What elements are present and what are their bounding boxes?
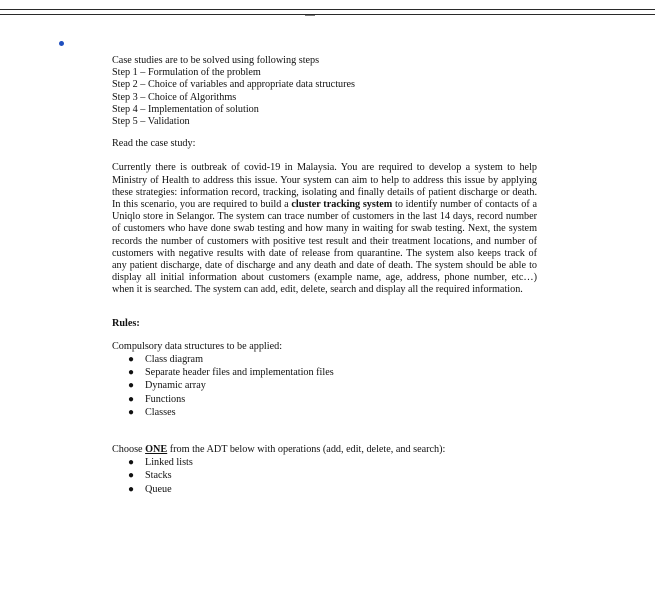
bullet-icon: ● xyxy=(128,380,135,392)
case-study-text-2: to identify number of contacts of a Uniqlo store in Selangor. The system can trace number of customers in the last 14 days, record number of customers who have done swab testing and how many in waiting for swab testing. Next, the system records the number of customers with positive test result and their treatment locations, and number of customers with negative results with date of release from quarantine. The system also keeps track of any patient discharge, date of discharge and any death and date of death. The system should be able to display all initial information about customers (example name, age, address, phone number, etc…) when it is searched. The system can add, edit, delete, search and display all the required information. xyxy=(112,199,537,296)
list-item: ● Dynamic array xyxy=(128,380,206,392)
step-item: Step 1 – Formulation of the problem xyxy=(112,67,261,79)
step-item: Step 3 – Choice of Algorithms xyxy=(112,91,237,103)
header-rule-mark xyxy=(305,15,315,16)
adt-list xyxy=(112,456,537,496)
header-rule-bottom xyxy=(0,14,655,15)
steps-intro: Case studies are to be solved using following steps xyxy=(112,55,320,66)
data-structures-list xyxy=(112,353,537,419)
bullet-icon: ● xyxy=(128,393,135,405)
case-study-paragraph xyxy=(112,162,537,296)
list-item: ● Functions xyxy=(128,393,186,405)
bullet-icon: ● xyxy=(128,367,135,379)
bullet-icon: ● xyxy=(128,354,135,366)
bullet-icon: ● xyxy=(128,470,135,482)
steps-block xyxy=(112,55,537,128)
list-item: ● Classes xyxy=(128,406,176,418)
list-item: ● Separate header files and implementation files xyxy=(128,367,334,379)
step-item: Step 2 – Choice of variables and appropriate data structures xyxy=(112,79,356,91)
list-bullet-icon xyxy=(59,41,64,46)
header-rule-top xyxy=(0,9,655,10)
step-item: Step 4 – Implementation of solution xyxy=(112,103,259,115)
list-item: ● Stacks xyxy=(128,470,172,482)
bullet-icon: ● xyxy=(128,457,135,469)
adt-intro: Choose ONE from the ADT below with operations (add, edit, delete, and search): xyxy=(112,444,446,456)
one-emphasis: ONE xyxy=(145,444,168,456)
list-item: ● Linked lists xyxy=(128,457,193,469)
rules-intro: Compulsory data structures to be applied: xyxy=(112,340,283,352)
case-study-text-1: Currently there is outbreak of covid-19 in Malaysia. You are required to develop a system to help Ministry of Health to address this issue. Your system can aim to help to address this issue by applying these strategies: information record, tracking, isolating and finally details of patient discharge or death. In this scenario, you are required to build a xyxy=(112,162,537,211)
step-item: Step 5 – Validation xyxy=(112,116,190,128)
bullet-icon: ● xyxy=(128,406,135,418)
rules-heading: Rules: xyxy=(112,317,140,329)
list-item: ● Queue xyxy=(128,483,172,495)
read-case-study-label: Read the case study: xyxy=(112,138,196,150)
bullet-icon: ● xyxy=(128,483,135,495)
document-body xyxy=(112,55,537,496)
cluster-tracking-system-term: cluster tracking system xyxy=(291,199,393,211)
list-item: ● Class diagram xyxy=(128,354,204,366)
